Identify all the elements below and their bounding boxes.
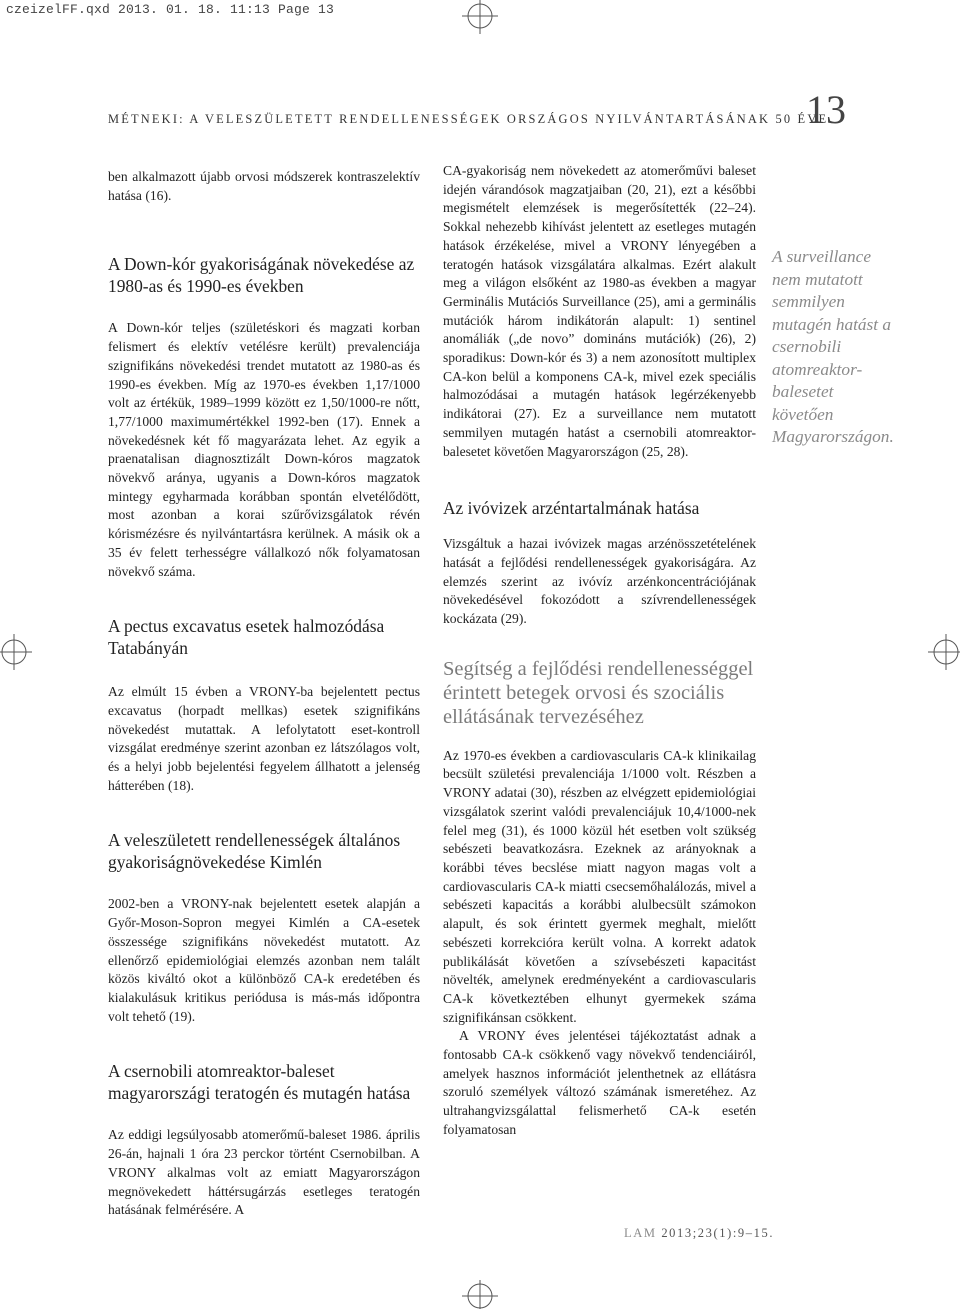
section-body-chernobyl: Az eddigi legsúlyosabb atomerőmű-baleset 1986. április 26-án, hajnali 1 óra 23 perckor történt Csernobilban. A VRONY alkalmas volt az emiatt Magyarországon megnövekedett háttérsugárzás esetleges teratogén hatásának felmérésére. A [108, 1127, 420, 1218]
section-heading-arsenic: Az ivóvizek arzéntartalmának hatása [443, 498, 700, 519]
section-body-pectus-excavatus: Az elmúlt 15 évben a VRONY-ba bejelentett pectus excavatus (horpadt mellkas) esetek szignifikáns növekedést mutattak. A lefolytatott eset-kontroll vizsgálat eredménye szerint azonban ez látszólagos volt, és a helyi jobb bejelentési fegyelem állhatott a jelenség hátterében (18). [108, 684, 420, 793]
section-heading-care-planning: Segítség a fejlődési rendellenességgel érintett betegek orvosi és szociális ellátásának tervezéséhez [443, 657, 754, 728]
intro-paragraph: ben alkalmazott újabb orvosi módszerek kontraszelektív hatása (16). [108, 169, 420, 203]
section-body-down-syndrome: A Down-kór teljes (születéskori és magzati korban felismert és elektív vetélésre került) prevalenciája szignifikáns növekedési trendet mutatott az 1980-as és 1990-es években. Míg az 1970-es években 1,17/1000 volt az értékük, 1989–1999 között ez 1,50/1000-re nőtt, 1,77/1000 maximumértékkel 1992-ben (17). Ennek a növekedésnek két fő magyarázata lehet. Az egyik a praenatalisan diagnosztizált Down-kóros magzatok növekvő aránya, ugyanis a Down-kóros magzatok mintegy egyharmada korábban spontán elvetélődött, most azonban a korai szűrővizsgálatok révén kórismézésre és nyilvántartásra kerülnek. A másik ok a 35 év felett terhességre vállalkozó nők folyamatosan növekvő száma. [108, 320, 420, 579]
registration-mark-icon [460, 0, 500, 36]
page-number: 13 [806, 87, 846, 132]
section-heading-chernobyl: A csernobili atomreaktor-baleset magyarországi teratogén és mutagén hatása [108, 1061, 411, 1104]
pull-quote: A surveillance nem mutatott semmilyen mutagén hatást a csernobili atomreaktor-balesetet követően Magyarországon. [772, 247, 894, 446]
section-heading-kimle: A veleszületett rendellenességek általános gyakoriságnövekedése Kimlén [108, 830, 401, 873]
citation-text: 2013;23(1):9–15. [661, 1226, 775, 1240]
running-head: MÉTNEKI: A VELESZÜLETETT RENDELLENESSÉGEK ORSZÁGOS NYILVÁNTARTÁSÁNAK 50 ÉVE [108, 112, 829, 126]
left-column [108, 168, 420, 1220]
section-body-arsenic: Vizsgáltuk a hazai ivóvizek magas arzénösszetételének hatását a fejlődési rendellenességek gyakoriságára. Az elemzés szerint az ivóvíz arzénkoncentrációjának növekedésével fokozódott a szívrendellenességek kockázata (29). [443, 536, 756, 627]
footer-citation [624, 1226, 774, 1241]
section-body-kimle: 2002-ben a VRONY-nak bejelentett esetek alapján a Győr-Moson-Sopron megyei Kimlén a CA-esetek összessége szignifikáns növekedést mutatott. Az ellenőrző epidemiológiai elemzés azonban nem talált közös kiváltó okot a különböző CA-k eredetében és kialakulásuk kritikus periódusa is más-más időpontra volt tehető (19). [108, 896, 420, 1024]
section-heading-pectus-excavatus: A pectus excavatus esetek halmozódása Tatabányán [108, 616, 385, 659]
print-slug: czeizelFF.qxd 2013. 01. 18. 11:13 Page 13 [6, 2, 335, 17]
registration-mark-icon [460, 1278, 500, 1309]
registration-mark-icon [0, 630, 34, 674]
right-column [443, 162, 756, 1140]
section-heading-down-syndrome: A Down-kór gyakoriságának növekedése az 1980-as és 1990-es években [108, 254, 415, 297]
section-body-annual-reports: A VRONY éves jelentései tájékoztatást adnak a fontosabb CA-k csökkenő vagy növekvő tendenciáiról, amelyek hasznos információt jelenthetnek az ellátásra szoruló személyek változó számának ismeretéhez. Az ultrahangvizsgálattal felismerhető CA-k esetén folyamatosan [443, 1028, 756, 1137]
registration-mark-icon [924, 630, 960, 674]
section-body-care-planning: Az 1970-es években a cardiovascularis CA-k klinikailag becsült születési prevalenciája 1/1000 volt. Részben a VRONY adatai (30), részben az elvégzett epidemiológiai vizsgálatok szerint valódi prevalenciájuk 10,4/1000-nek felel meg (31), és 1000 közül hét esetben volt szükség sebészeti beavatkozásra. Ezeknek az arányoknak a korábbi téves becslése miatt nagyon magas volt a cardiovascularis CA-k miatti csecsemőhalálozás, mivel a sebészeti kapacitás a korábbi alulbecsült számokon alapult, és sok érintett gyermek meghalt, mielőtt sebészeti korrekcióra került volna. A korrekt adatok publikálását követően a szívsebészeti kapacitást növelték, amelynek eredményeként a cardiovascularis CA-k következtében elhunyt gyermekek száma szignifikánsan csökkent. [443, 747, 756, 1025]
surveillance-paragraph: CA-gyakoriság nem növekedett az atomerőművi baleset idején várandósok magzatjaiban (20, 21), ezt a későbbi megismételt elemzések is megerősítették (22–24). Sokkal nehezebb kihívást jelentett az esetleges mutagén hatások érzékelése, mivel a VRONY lényegében a teratogén hatások vizsgálatára alkalmas. Ezért alakult meg a világon elsőként az 1980-as években a magyar Germinális Mutációs Surveillance (25), ami a germinális mutációk három indikátorán alapult: 1) sentinel anomáliák („de novo” domináns mutációk) (26), 2) sporadikus: Down-kór és 3) a nem azonosított multiplex CA-kon belül a komponens CA-k, mivel ezek speciális halmozódásai a mutagén hatások legérzékenyebb indikátorai (27). Ez a surveillance nem mutatott semmilyen mutagén hatást a csernobili atomreaktor-balesetet követően Magyarországon (25, 28). [443, 163, 756, 459]
journal-abbreviation: LAM [624, 1226, 657, 1240]
